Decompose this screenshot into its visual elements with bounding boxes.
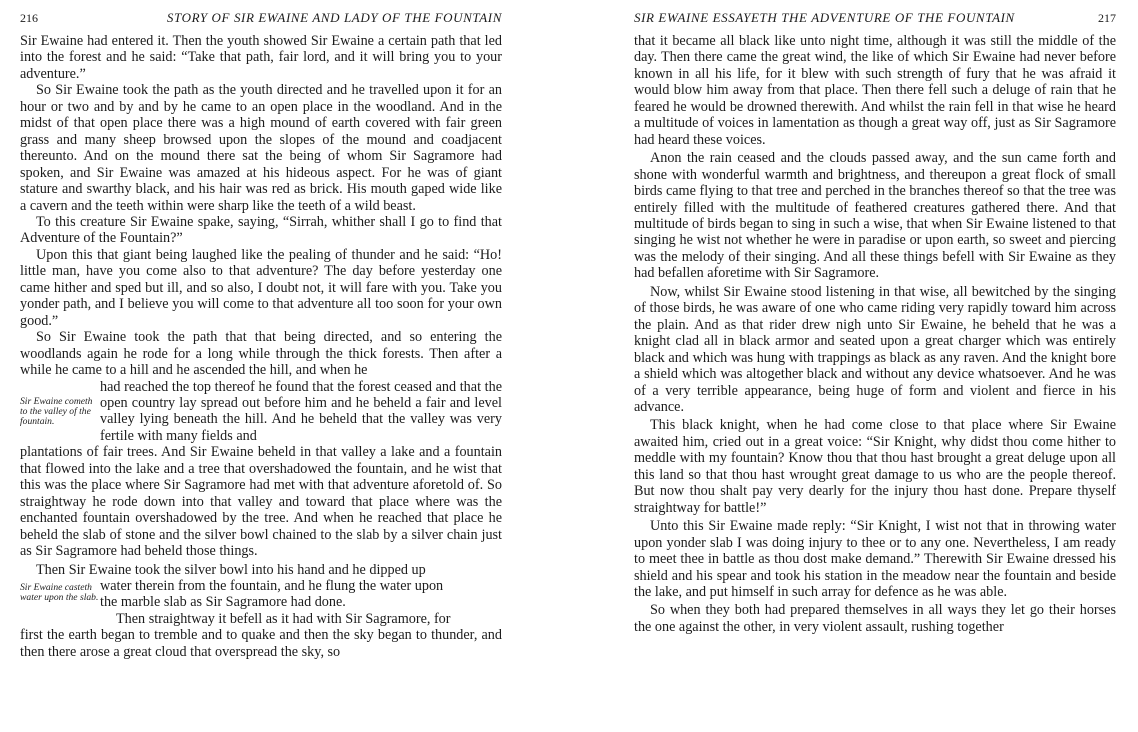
left-paragraph-6: plantations of fair trees. And Sir Ewaine beheld in that valley a lake and a fountain that flowed into the lake and a tree that overshadowed the fountain, and he wist that this was the place where Sir Sagramore had met with that adventure aforetold of. So straightway he rode down into that valley and toward that place where was the enchanted fountain overshadowed by the tree. And when he reached that place he beheld the slab of stone and the silver bowl chained to the slab by a silver chain just as Sir Sagramore had beheld those things. [20, 444, 502, 560]
right-running-header [634, 10, 1116, 32]
side-line-2: the marble slab as Sir Sagramore had done. [100, 594, 346, 611]
side-note-block-2 [20, 578, 502, 627]
left-paragraph-4: Upon this that giant being laughed like the pealing of thunder and he said: “Ho! little man, have you come also to that adventure? The day before yesterday one came hither and sped but ill, and so also, I doubt not, it will fare with you. Take you yonder path, and I believe you will come to that adventure all too soon for your own good.” [20, 246, 502, 329]
right-paragraph-4: This black knight, when he had come close to that place where Sir Ewaine awaited him, cried out in a great voice: “Sir Knight, why didst thou come hither to meddle with my fountain? Know thou that thou hast brought a great deluge upon all this land so that thou hast wrought great damage to us who are the people thereof. But now thou shalt pay very dearly for the injury thou hast done. Prepare thyself straightway for battle!” [634, 417, 1116, 516]
left-side-paragraph-1: had reached the top thereof he found that the forest ceased and that the open country lay spread out before him and he beheld a fair and level valley lying beneath the hill. And he beheld that the valley was very fertile with many fields and [100, 378, 502, 444]
side-text-1 [100, 379, 502, 445]
right-paragraph-2: Anon the rain ceased and the clouds passed away, and the sun came forth and shone with wonderful warmth and brightness, and thereupon a great flock of small birds came flying to that tree and perched in the branches thereof so that the tree was entirely filled with the multitude of feathered creatures gathered there. And that multitude of birds began to sing in such a wise, that when Sir Ewaine listened to that singing he wist not whether he were in paradise or upon earth, so sweet and piercing was the melody of their singing. And all these things befell with Sir Ewaine as they had befallen aforetime with Sir Sagramore. [634, 150, 1116, 282]
side-note-valley: Sir Ewaine cometh to the valley of the fountain. [20, 395, 93, 428]
right-page-number: 217 [1098, 11, 1116, 25]
side-note-block-1 [20, 379, 502, 445]
left-running-header [20, 10, 502, 32]
left-page-number: 216 [20, 11, 38, 25]
left-paragraph-3: To this creature Sir Ewaine spake, saying, “Sirrah, whither shall I go to find that Adventure of the Fountain?” [20, 213, 502, 247]
left-running-head: STORY OF SIR EWAINE AND LADY OF THE FOUNTAIN [166, 10, 502, 25]
left-page [20, 10, 502, 660]
right-paragraph-6: So when they both had prepared themselves in all ways they let go their horses the one against the other, in very violent assault, rushing together [634, 602, 1116, 635]
left-paragraph-1: Sir Ewaine had entered it. Then the youth showed Sir Ewaine a certain path that led into the forest and he said: “Take that path, fair lord, and it will bring you to your adventure.” [20, 33, 502, 82]
right-running-head: SIR EWAINE ESSAYETH THE ADVENTURE OF THE FOUNTAIN [634, 10, 1015, 25]
left-paragraph-8: first the earth began to tremble and to quake and then the sky began to thunder, and then there arose a great cloud that overspread the sky, so [20, 627, 502, 660]
side-line-1: water therein from the fountain, and he flung the water upon [100, 577, 444, 594]
right-paragraph-5: Unto this Sir Ewaine made reply: “Sir Knight, I wist not that in throwing water upon yonder slab I was doing injury to thee or to any one. Nevertheless, I am ready to meet thee in battle as thou dost make demand.” Therewith Sir Ewaine dressed his shield and his spear and took his station in the meadow near the fountain and beside the lake, and put himself in such array for defence as he was able. [634, 518, 1116, 600]
side-line-3: Then straightway it befell as it had with Sir Sagramore, for [116, 610, 451, 627]
side-note-slab: Sir Ewaine casteth water upon the slab. [20, 581, 99, 604]
right-paragraph-1: that it became all black like unto night time, although it was still the middle of the day. Then there came the great wind, the like of which Sir Ewaine had never before known in all his life, for it blew with such strength of fury that he was afraid it would blow him away from that place. Then there fell such a deluge of rain that he feared he would be drowned therewith. And whilst the rain fell in that wise he heard a multitude of voices in lamentation as though a great way off, just as Sir Sagramore had heard these voices. [634, 33, 1116, 148]
left-paragraph-7: Then Sir Ewaine took the silver bowl into his hand and he dipped up [36, 561, 426, 578]
right-paragraph-3: Now, whilst Sir Ewaine stood listening in that wise, all bewitched by the singing of those birds, he was aware of one who came riding very rapidly toward him across the plain. And as that rider drew nigh unto Sir Ewaine, he beheld that he was a knight clad all in black armor and seated upon a great charger which was entirely black and which was hung with trappings as black as any raven. And the knight bore a shield which was altogether black and without any device whatsoever. And he was of a very terrible appearance, being huge of form and violent and fierce in his advance. [634, 283, 1116, 415]
left-paragraph-2: So Sir Ewaine took the path as the youth directed and he travelled upon it for an hour or two and by and by he came to an open place in the woodland. And in the midst of that open place there was a high mound of earth covered with fair green grass and many sheep browsed upon the slopes of the mound and coadjacent thereunto. And on the mound there sat the being of whom Sir Sagramore had spoken, and Sir Ewaine was amazed at his hideous aspect. For he was of giant stature and swarthy black, and his hair was red as brick. His mouth gaped wide like a cavern and the teeth within were sharp like the teeth of a wild beast. [20, 82, 502, 214]
side-text-2 [100, 578, 502, 627]
left-paragraph-5: So Sir Ewaine took the path that that being directed, and so entering the woodlands again he rode for a long while through the thick forests. Then after a while he came to a hill and he ascended the hill, and when he [20, 329, 502, 379]
right-page [634, 10, 1116, 635]
